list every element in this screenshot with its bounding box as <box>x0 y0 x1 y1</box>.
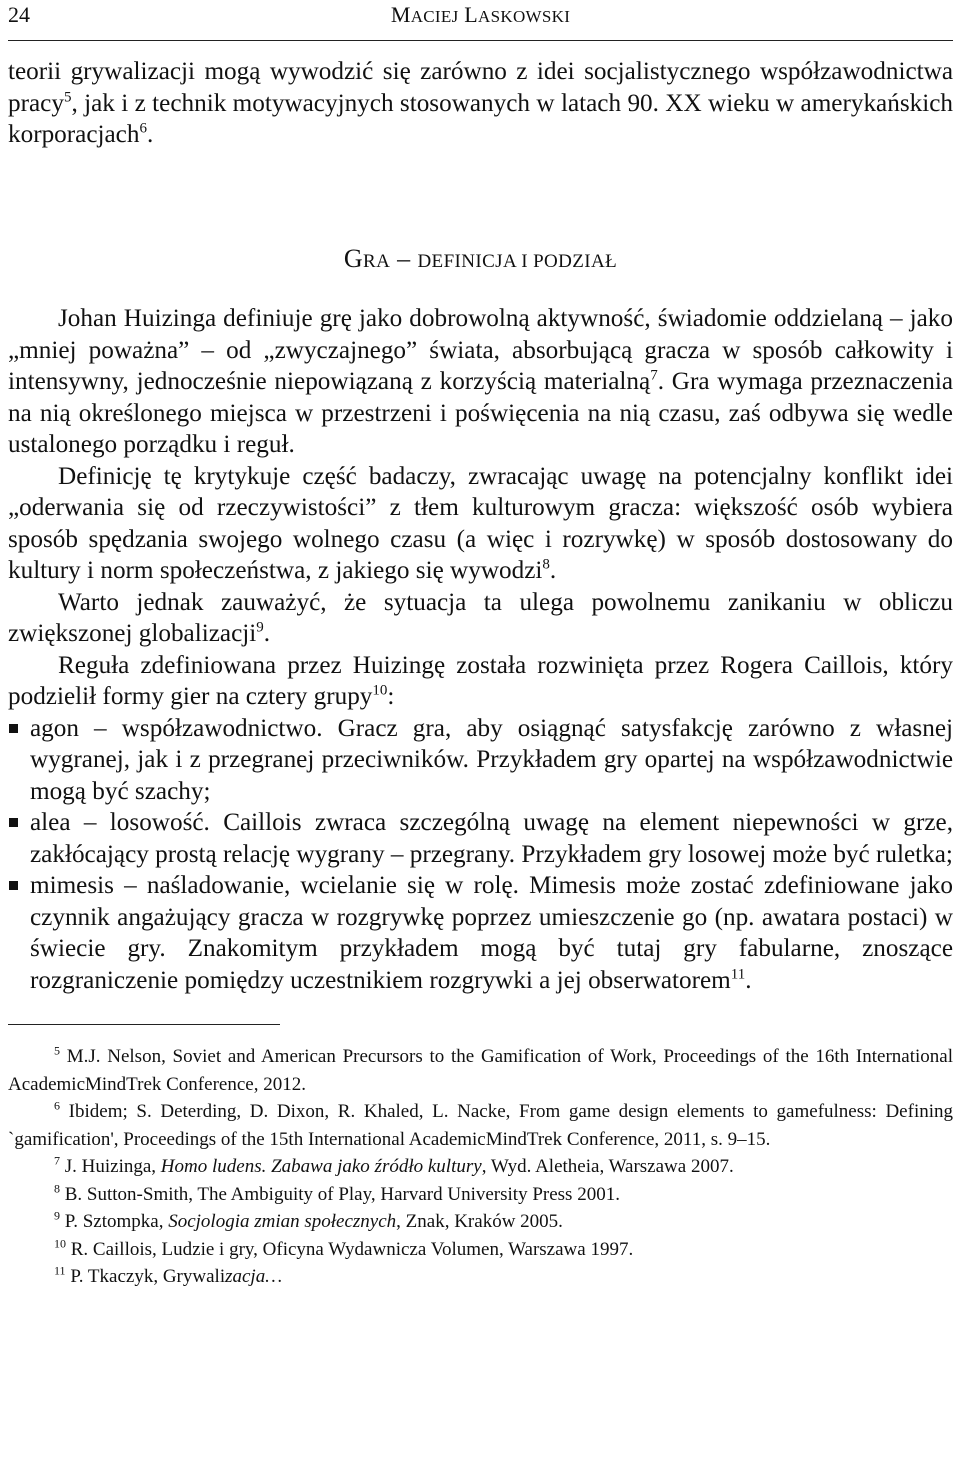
page-header <box>8 0 953 41</box>
footnote-divider <box>8 1024 280 1025</box>
footnote-9: $^9$ P. Sztompka, Socjologia zmian społecznych, Znak, Kraków 2005. <box>54 1208 563 1232</box>
footnote-5: $^5$ M.J. Nelson, Soviet and American Precursors to the Gamification of Work, Proceedings of the 16th International AcademicMindTrek Conference, 2012. <box>8 1043 953 1095</box>
running-head: MACIEJ LASKOWSKI <box>390 2 571 27</box>
list-item: agon – współzawodnictwo. Gracz gra, aby osiągnąć satysfakcję zarówno z własnej wygranej, jak i z przegranej przeciwników. Przykładem gry opartej na współzawodnictwie mogą być szachy; <box>8 713 953 808</box>
footnote-ref-6: 6 <box>139 120 147 137</box>
footnote-8: $^8$ B. Sutton-Smith, The Ambiguity of Play, Harvard University Press 2001. <box>54 1181 620 1205</box>
footnote-ref-11: 11 <box>730 966 746 983</box>
footnote-ref-7: 7 <box>650 367 658 384</box>
footnote-ref-8: 8 <box>542 556 550 573</box>
main-text <box>8 56 953 996</box>
footnotes <box>8 1043 953 1291</box>
footnote-10: $^{10}$ R. Caillois, Ludzie i gry, Oficyna Wydawnicza Volumen, Warszawa 1997. <box>54 1236 634 1260</box>
footnote-ref-9: 9 <box>256 619 264 636</box>
footnote-ref-10: 10 <box>372 682 388 699</box>
section-heading: GRA – DEFINICJA I PODZIAŁ <box>343 243 618 273</box>
paragraph-criticism: Definicję tę krytykuje część badaczy, zwracając uwagę na potencjalny konflikt idei „oderwania się od rzeczywistości” z tłem kulturowym gracza: większość osób wybiera sposób spędzania swojego wolnego czasu (a więc i rozrywkę) w sposób dostosowany do kultury i norm społeczeństwa, z jakiego się wywodzi$^8$. <box>8 462 953 584</box>
document-page <box>8 0 953 1291</box>
footnote-ref-5: 5 <box>63 89 72 106</box>
paragraph-huizinga: Johan Huizinga definiuje grę jako dobrowolną aktywność, świadomie oddzielaną – jako „mniej poważna” – od „zwyczajnego” świata, absorbującą gracza w sposób całkowity i intensywny, jednocześnie niepowiązaną z korzyścią materialną$^7$. Gra wymaga przeznaczenia na nią określonego miejsca w przestrzeni i poświęcenia na nią czasu, zaś odbywa się wedle ustalonego porządku i reguł. <box>8 305 954 458</box>
footnote-7: $^7$ J. Huizinga, Homo ludens. Zabawa jako źródło kultury, Wyd. Aletheia, Warszawa 2007. <box>54 1153 734 1177</box>
list-item: alea – losowość. Caillois zwraca szczególną uwagę na element niepewności w grze, zakłócający prostą relację wygrany – przegrany. Przykładem gry losowej może być ruletka; <box>8 807 953 870</box>
intro-paragraph: teorii grywalizacji mogą wywodzić się zarówno z idei socjalistycznego współzawodnictwa pracy$^5$, jak i z technik motywacyjnych stosowanych w latach 90. XX wieku w amerykańskich korporacjach$^6$. <box>8 58 953 148</box>
footnote-6: $^6$ Ibidem; S. Deterding, D. Dixon, R. Khaled, L. Nacke, From game design elements to gamefulness: Defining `gamification', Proceedings of the 15th International AcademicMindTrek Conference, 2011, s. 9–15. <box>8 1098 953 1150</box>
footnote-11: $^{11}$ P. Tkaczyk, Grywalizacja… <box>54 1263 283 1287</box>
paragraph-globalization: Warto jednak zauważyć, że sytuacja ta ulega powolnemu zanikaniu w obliczu zwiększonej globalizacji$^9$. <box>8 588 953 647</box>
game-forms-list <box>8 713 953 997</box>
paragraph-caillois: Reguła zdefiniowana przez Huizingę została rozwinięta przez Rogera Caillois, który podzielił formy gier na cztery grupy$^{10}$: <box>8 651 953 710</box>
page-number: 24 <box>8 2 30 27</box>
list-item: mimesis – naśladowanie, wcielanie się w rolę. Mimesis może zostać zdefiniowane jako czynnik angażujący gracza w rozgrywkę poprzez umieszczenie go (np. awatara postaci) w świecie gry. Znakomitym przykładem mogą być tutaj gry fabularne, znoszące rozgraniczenie pomiędzy uczestnikiem rozgrywki a jej obserwatorem$^{11}$. <box>8 870 953 996</box>
